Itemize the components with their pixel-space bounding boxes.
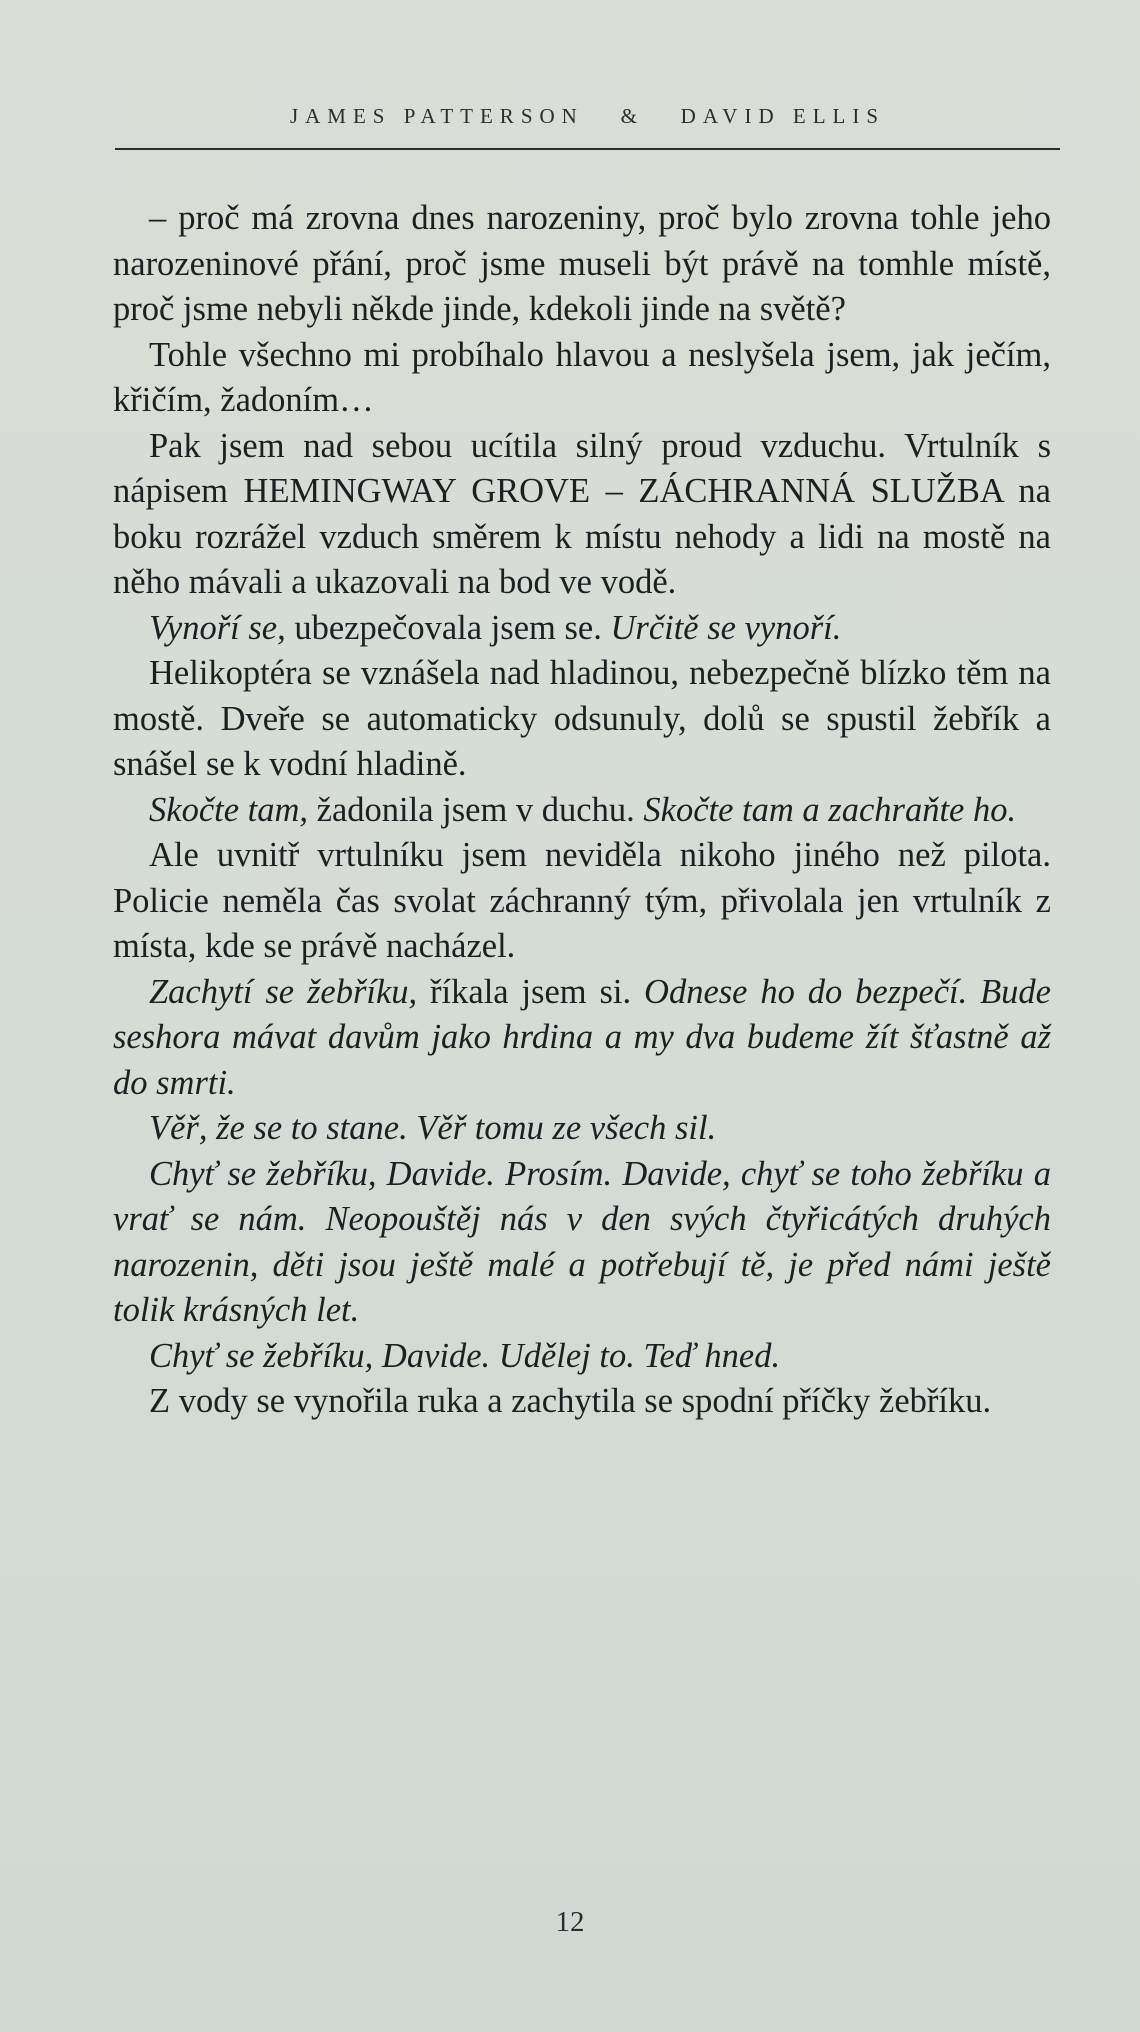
paragraph xyxy=(113,1152,1051,1334)
italic-text: Skočte tam, xyxy=(149,790,309,829)
body-text xyxy=(113,196,1051,1425)
italic-text: Určitě se vynoří. xyxy=(610,608,842,647)
italic-text: Chyť se žebříku, Davide. Udělej to. Teď hned. xyxy=(149,1336,781,1375)
italic-text: Věř, že se to stane. Věř tomu ze všech sil. xyxy=(149,1109,717,1147)
italic-text: Skočte tam a zachraňte ho. xyxy=(643,790,1017,829)
running-head-ampersand: & xyxy=(620,104,644,128)
text-run: Ale uvnitř vrtulníku jsem neviděla nikoho jiného než pilota. Policie neměla čas svolat záchranný tým, přivolala jen vrtulník z místa, kde se právě nacházel. xyxy=(113,836,1051,965)
paragraph xyxy=(113,1106,1051,1152)
italic-text: Zachytí se žebříku, xyxy=(149,972,418,1011)
text-run: říkala jsem si. xyxy=(417,972,645,1011)
paragraph xyxy=(113,788,1051,834)
paragraph xyxy=(113,196,1051,333)
running-head-author-1: JAMES PATTERSON xyxy=(289,104,584,128)
italic-text: Odnese ho do bezpečí. Bude seshora mávat davům jako hrdina a my dva budeme žít šťastně až do smrti. xyxy=(113,972,1051,1102)
paragraph xyxy=(113,651,1051,788)
paragraph xyxy=(113,424,1051,606)
paragraph xyxy=(113,833,1051,970)
text-run: Tohle všechno mi probíhalo hlavou a neslyšela jsem, jak ječím, křičím, žadoním… xyxy=(113,335,1051,419)
running-head xyxy=(115,104,1060,129)
text-run: Z vody se vynořila ruka a zachytila se spodní příčky žebříku. xyxy=(149,1382,992,1420)
text-run: ubezpečovala jsem se. xyxy=(285,608,611,647)
paragraph xyxy=(113,333,1051,424)
paragraph xyxy=(113,606,1051,652)
italic-text: Vynoří se, xyxy=(149,608,286,647)
text-run: žadonila jsem v duchu. xyxy=(308,790,644,829)
paragraph xyxy=(113,1379,1051,1425)
italic-text: Chyť se žebříku, Davide. Prosím. Davide, chyť se toho žebříku a vrať se nám. Neopouštěj nás v den svých čtyřicátých druhých narozenin, děti jsou ještě malé a potřebují tě, je před námi ještě tolik krásných let. xyxy=(113,1154,1051,1329)
paragraph xyxy=(113,970,1051,1107)
paragraph xyxy=(113,1334,1051,1380)
running-head-author-2: DAVID ELLIS xyxy=(680,104,886,128)
header-rule xyxy=(115,148,1060,150)
page-number: 12 xyxy=(555,1906,585,1938)
text-run: – proč má zrovna dnes narozeniny, proč bylo zrovna tohle jeho narozeninové přání, proč jsme museli být právě na tomhle místě, proč jsme nebyli někde jinde, kdekoli jinde na světě? xyxy=(113,199,1051,328)
text-run: Pak jsem nad sebou ucítila silný proud vzduchu. Vrtulník s nápisem HEMINGWAY GROVE – ZÁCHRANNÁ SLUŽBA na boku rozrážel vzduch směrem k místu nehody a lidi na mostě na něho mávali a ukazovali na bod ve vodě. xyxy=(113,426,1051,601)
text-run: Helikoptéra se vznášela nad hladinou, nebezpečně blízko těm na mostě. Dveře se automaticky odsunuly, dolů se spustil žebřík a snášel se k vodní hladině. xyxy=(113,654,1051,783)
